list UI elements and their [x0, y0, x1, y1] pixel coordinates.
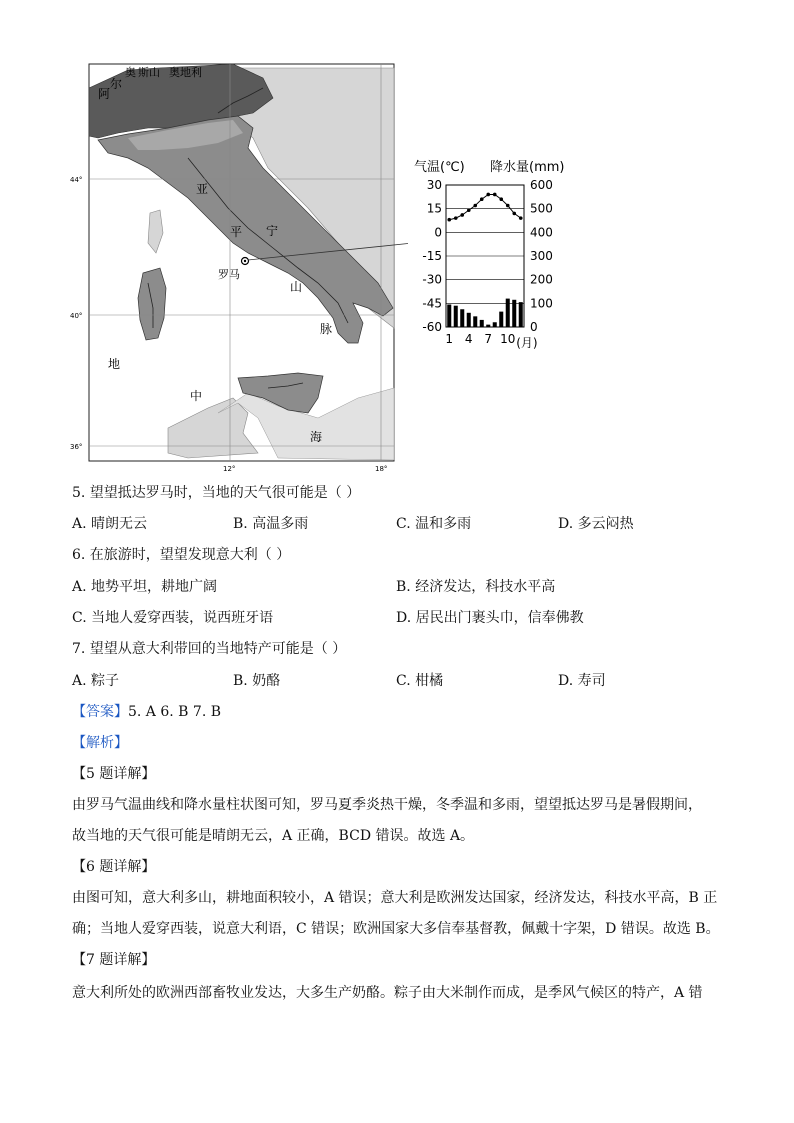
answer-label: 【答案】	[72, 704, 128, 720]
question-6-option-a[interactable]: A. 地势平坦，耕地广阔	[72, 579, 218, 595]
precip-bar	[493, 322, 497, 327]
temp-point	[519, 216, 523, 220]
question-6-option-d[interactable]: D. 居民出门裹头巾，信奉佛教	[396, 610, 584, 626]
analysis-label: 【解析】	[72, 735, 128, 751]
label-mai: 脉	[320, 322, 333, 336]
chart-title-temp: 气温(℃)	[414, 160, 465, 175]
label-ping: 平	[230, 225, 243, 239]
temp-tick-label: 0	[434, 225, 442, 240]
question-5-option-a[interactable]: A. 晴朗无云	[72, 516, 148, 532]
month-tick-label: 4	[464, 332, 473, 346]
answer-text: 5. A 6. B 7. B	[128, 704, 222, 720]
question-6-option-c[interactable]: C. 当地人爱穿西装，说西班牙语	[72, 610, 274, 626]
label-ya: 亚	[196, 182, 209, 196]
answer-line	[72, 702, 221, 722]
temp-tick-label: -45	[422, 296, 442, 311]
precip-bar	[519, 302, 523, 327]
lat-label-40: 40°	[70, 312, 83, 320]
detail-7-heading: 【7 题详解】	[72, 952, 156, 968]
question-7-option-a[interactable]: A. 粽子	[72, 673, 120, 689]
temp-point	[499, 197, 503, 201]
temp-tick-label: 30	[426, 178, 442, 192]
question-7-option-c[interactable]: C. 柑橘	[396, 673, 444, 689]
precip-tick-label: 300	[530, 249, 553, 263]
precip-bar	[447, 305, 451, 327]
month-tick-label: 10	[500, 332, 516, 346]
label-er: 尔	[110, 77, 123, 91]
label-rome: 罗马	[218, 268, 240, 281]
temp-line	[449, 194, 521, 219]
question-6-option-b[interactable]: B. 经济发达，科技水平高	[396, 579, 556, 595]
lat-label-36: 36°	[70, 443, 83, 451]
detail-5-line-1: 由罗马气温曲线和降水量柱状图可知，罗马夏季炎热干燥，冬季温和多雨，望望抵达罗马是暑假期间，	[72, 797, 702, 813]
question-5-option-c[interactable]: C. 温和多雨	[396, 516, 472, 532]
question-7-stem: 7. 望望从意大利带回的当地特产可能是（ ）	[72, 641, 347, 657]
precip-bar	[473, 316, 477, 327]
temp-point	[473, 204, 477, 208]
precip-bar	[480, 320, 484, 327]
question-7-option-b[interactable]: B. 奶酪	[233, 673, 281, 689]
climate-chart-svg	[412, 155, 582, 355]
label-austria: 奥地利	[169, 66, 202, 79]
precip-tick-label: 500	[530, 201, 553, 216]
temp-tick-label: -15	[422, 249, 442, 263]
label-hai: 海	[310, 430, 323, 444]
precip-bar	[486, 325, 490, 327]
precip-tick-label: 600	[530, 178, 553, 192]
rome-climate-chart	[412, 155, 582, 355]
temp-point	[506, 204, 510, 208]
label-zhong: 中	[190, 389, 203, 403]
month-tick-label: 7	[484, 332, 493, 346]
temp-tick-label: -60	[422, 320, 442, 334]
temp-point	[467, 208, 471, 212]
question-5-option-d[interactable]: D. 多云闷热	[558, 516, 634, 532]
detail-6-line-1: 由图可知，意大利多山，耕地面积较小，A 错误；意大利是欧洲发达国家，经济发达，科技水平高，B 正	[72, 890, 718, 906]
lat-label-44: 44°	[70, 176, 83, 184]
precip-bar	[460, 309, 464, 327]
precip-tick-label: 0	[530, 320, 538, 334]
lon-label-18: 18°	[375, 465, 388, 473]
temp-tick-label: -30	[422, 272, 442, 287]
temp-point	[486, 193, 490, 197]
temp-tick-label: 15	[426, 201, 442, 216]
temp-point	[493, 193, 497, 197]
month-tick-label: 1	[445, 332, 454, 346]
detail-6-heading: 【6 题详解】	[72, 859, 156, 875]
detail-7-line-1: 意大利所处的欧洲西部畜牧业发达，大多生产奶酪。粽子由大米制作而成，是季风气候区的特产，A 错	[72, 985, 703, 1001]
temp-point	[460, 213, 464, 217]
precip-tick-label: 400	[530, 225, 553, 240]
precip-bar	[512, 300, 516, 327]
detail-5-line-2: 故当地的天气很可能是晴朗无云，A 正确，BCD 错误。故选 A。	[72, 828, 475, 844]
label-a: 阿	[98, 87, 111, 101]
temp-point	[454, 216, 458, 220]
precip-bar	[467, 313, 471, 327]
italy-map-svg	[68, 58, 408, 478]
question-5-stem: 5. 望望抵达罗马时，当地的天气很可能是（ ）	[72, 485, 361, 501]
temp-point	[512, 212, 516, 216]
italy-map	[68, 58, 408, 478]
temp-point	[480, 197, 484, 201]
precip-bar	[506, 299, 510, 327]
temp-point	[447, 218, 451, 222]
precip-bar	[499, 312, 503, 327]
question-6-stem: 6. 在旅游时，望望发现意大利（ ）	[72, 547, 291, 563]
chart-title-precip: 降水量(mm)	[490, 160, 565, 175]
detail-6-line-2: 确；当地人爱穿西装，说意大利语，C 错误；欧洲国家大多信奉基督教，佩戴十字架，D 错误。故选 B。	[72, 921, 720, 937]
label-shan: 山	[290, 280, 303, 294]
lon-label-12: 12°	[223, 465, 236, 473]
label-di: 地	[108, 357, 121, 371]
question-7-option-d[interactable]: D. 寿司	[558, 673, 606, 689]
label-austria-a: 奥	[125, 66, 136, 79]
precip-tick-label: 100	[530, 296, 553, 311]
detail-5-heading: 【5 题详解】	[72, 766, 156, 782]
question-5-option-b[interactable]: B. 高温多雨	[233, 516, 309, 532]
precip-bar	[454, 306, 458, 327]
chart-plot	[422, 178, 553, 350]
month-unit-label: (月)	[516, 336, 538, 350]
precip-tick-label: 200	[530, 272, 553, 287]
label-ning: 宁	[266, 224, 279, 238]
label-austria-rest: 斯山	[138, 66, 160, 79]
